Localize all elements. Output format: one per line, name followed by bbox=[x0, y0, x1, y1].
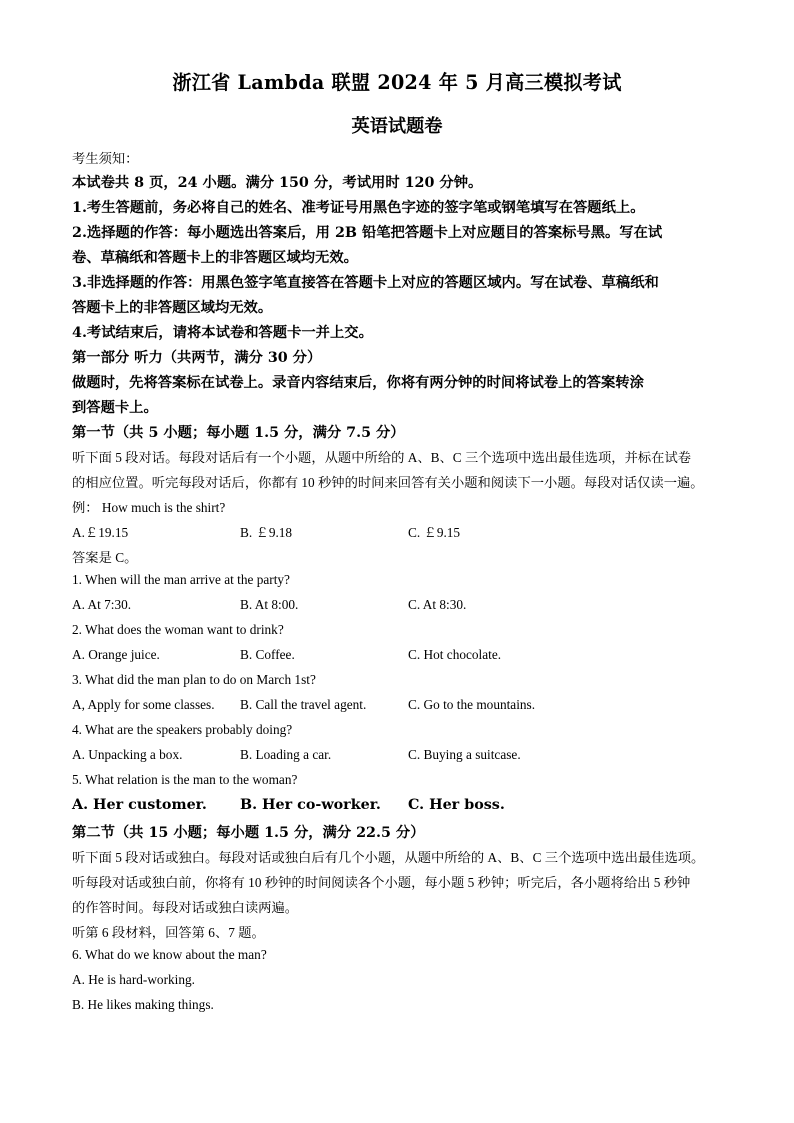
question-3-option-b: B. Call the travel agent. bbox=[240, 697, 367, 712]
part1-instruction-line-1: 做题时，先将答案标在试卷上。录音内容结束后，你将有两分钟的时间将试卷上的答案转涂 bbox=[72, 375, 644, 391]
notice-rule-2-line-1: 2.选择题的作答：每小题选出答案后，用 2B 铅笔把答题卡上对应题目的答案标号黑。写在试 bbox=[72, 225, 663, 241]
question-2-option-b: B. Coffee. bbox=[240, 647, 295, 662]
material-6-instruction: 听第 6 段材料，回答第 6、7 题。 bbox=[72, 925, 265, 940]
question-6-option-a: A. He is hard-working. bbox=[72, 972, 195, 987]
question-1: 1. When will the man arrive at the party? bbox=[72, 572, 290, 587]
section1-instruction-line-2: 的相应位置。听完每段对话后，你都有 10 秒钟的时间来回答有关小题和阅读下一小题。每段对话仅读一遍。 bbox=[72, 475, 704, 490]
example-question: 例： How much is the shirt? bbox=[72, 500, 226, 515]
question-4-option-c: C. Buying a suitcase. bbox=[408, 747, 521, 762]
notice-intro: 本试卷共 8 页，24 小题。满分 150 分，考试用时 120 分钟。 bbox=[72, 175, 483, 191]
question-2: 2. What does the woman want to drink? bbox=[72, 622, 284, 637]
example-answer: 答案是 C。 bbox=[72, 550, 138, 565]
notice-rule-3-line-2: 答题卡上的非答题区域均无效。 bbox=[72, 300, 273, 316]
question-5: 5. What relation is the man to the woman? bbox=[72, 772, 298, 787]
exam-subtitle: 英语试题卷 bbox=[351, 116, 443, 137]
notice-rule-2-line-2: 卷、草稿纸和答题卡上的非答题区域均无效。 bbox=[72, 250, 358, 266]
question-1-option-a: A. At 7:30. bbox=[72, 597, 132, 612]
question-5-option-a: A. Her customer. bbox=[72, 797, 207, 813]
question-5-option-c: C. Her boss. bbox=[408, 797, 505, 813]
question-4-option-a: A. Unpacking a box. bbox=[72, 747, 183, 762]
section2-instruction-line-3: 的作答时间。每段对话或独白读两遍。 bbox=[72, 900, 299, 915]
question-3-option-a: A, Apply for some classes. bbox=[72, 697, 215, 712]
question-4-option-b: B. Loading a car. bbox=[240, 747, 332, 762]
section2-instruction-line-1: 听下面 5 段对话或独白。每段对话或独白后有几个小题，从题中所给的 A、B、C 三个选项中选出最佳选项。 bbox=[72, 850, 705, 865]
section2-heading: 第二节（共 15 小题；每小题 1.5 分，满分 22.5 分） bbox=[72, 825, 425, 841]
section1-heading: 第一节（共 5 小题；每小题 1.5 分，满分 7.5 分） bbox=[72, 425, 405, 441]
question-3-option-c: C. Go to the mountains. bbox=[408, 697, 536, 712]
notice-heading: 考生须知： bbox=[72, 151, 139, 166]
question-2-option-c: C. Hot chocolate. bbox=[408, 647, 502, 662]
question-1-option-c: C. At 8:30. bbox=[408, 597, 467, 612]
section1-instruction-line-1: 听下面 5 段对话。每段对话后有一个小题，从题中所给的 A、B、C 三个选项中选出最佳选项，并标在试卷 bbox=[72, 450, 692, 465]
question-1-option-b: B. At 8:00. bbox=[240, 597, 299, 612]
question-5-option-b: B. Her co-worker. bbox=[240, 797, 381, 813]
notice-rule-3-line-1: 3.非选择题的作答：用黑色签字笔直接答在答题卡上对应的答题区域内。写在试卷、草稿纸和 bbox=[72, 275, 659, 291]
part1-heading: 第一部分 听力（共两节，满分 30 分） bbox=[72, 350, 322, 366]
question-6-option-b: B. He likes making things. bbox=[72, 997, 214, 1012]
example-option-b: B. ￡9.18 bbox=[240, 525, 293, 540]
notice-rule-4: 4.考试结束后，请将本试卷和答题卡一并上交。 bbox=[72, 325, 373, 341]
example-option-c: C. ￡9.15 bbox=[408, 525, 461, 540]
part1-instruction-line-2: 到答题卡上。 bbox=[72, 400, 158, 416]
exam-title: 浙江省 Lambda 联盟 2024 年 5 月高三模拟考试 bbox=[172, 71, 622, 94]
question-3: 3. What did the man plan to do on March 1st? bbox=[72, 672, 316, 687]
question-2-option-a: A. Orange juice. bbox=[72, 647, 160, 662]
example-option-a: A.￡19.15 bbox=[72, 525, 129, 540]
section2-instruction-line-2: 听每段对话或独白前，你将有 10 秒钟的时间阅读各个小题，每小题 5 秒钟；听完后，各小题将给出 5 秒钟 bbox=[72, 875, 691, 890]
question-6: 6. What do we know about the man? bbox=[72, 947, 267, 962]
question-4: 4. What are the speakers probably doing? bbox=[72, 722, 293, 737]
notice-rule-1: 1.考生答题前，务必将自己的姓名、准考证号用黑色字迹的签字笔或钢笔填写在答题纸上。 bbox=[72, 200, 645, 216]
